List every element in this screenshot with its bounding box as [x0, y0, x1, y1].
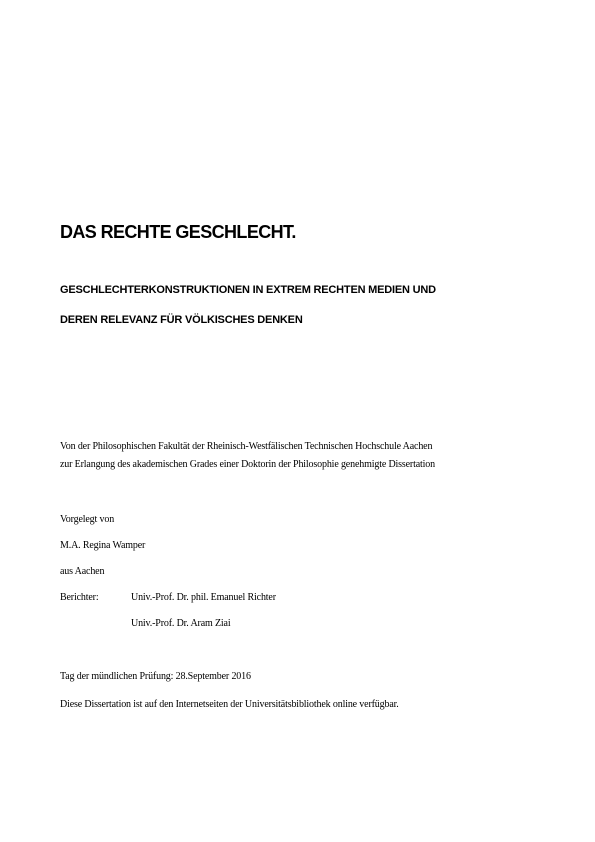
- exam-date: Tag der mündlichen Prüfung: 28.September 2016: [60, 671, 251, 682]
- reviewer-2: Univ.-Prof. Dr. Aram Ziai: [131, 618, 231, 629]
- faculty-statement-line-2: zur Erlangung des akademischen Grades einer Doktorin der Philosophie genehmigte Dissertation: [60, 459, 435, 470]
- document-title: DAS RECHTE GESCHLECHT.: [60, 222, 296, 242]
- presented-by-label: Vorgelegt von: [60, 514, 115, 525]
- author-name: M.A. Regina Wamper: [60, 540, 146, 551]
- author-origin: aus Aachen: [60, 566, 105, 577]
- subtitle-line-1: GESCHLECHTERKONSTRUKTIONEN IN EXTREM RECHTEN MEDIEN UND: [60, 284, 436, 296]
- faculty-statement-line-1: Von der Philosophischen Fakultät der Rheinisch-Westfälischen Technischen Hochschule Aachen: [60, 441, 433, 452]
- reviewers-label: Berichter:: [60, 592, 99, 603]
- availability-note: Diese Dissertation ist auf den Internetseiten der Universitätsbibliothek online verfügbar.: [60, 699, 399, 710]
- reviewer-1: Univ.-Prof. Dr. phil. Emanuel Richter: [131, 592, 276, 603]
- subtitle-line-2: DEREN RELEVANZ FÜR VÖLKISCHES DENKEN: [60, 314, 303, 326]
